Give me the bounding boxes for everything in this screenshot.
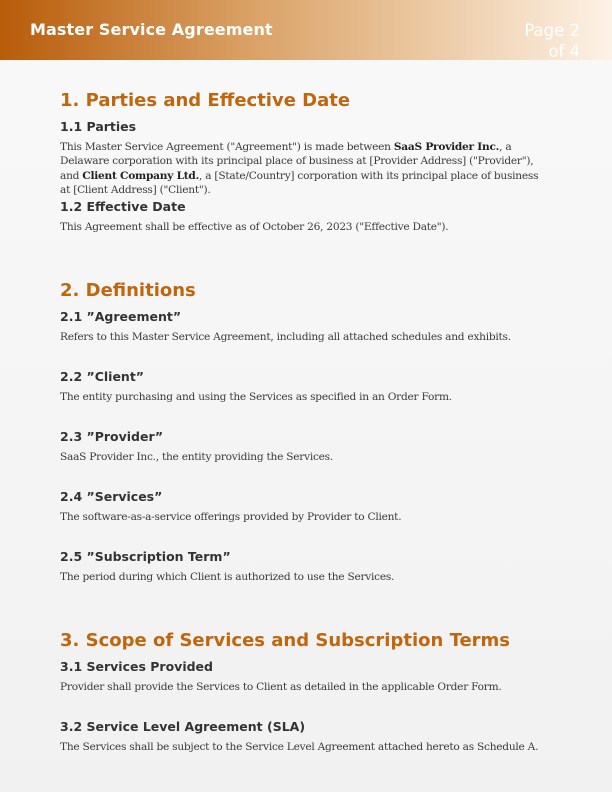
paragraph-parties bbox=[60, 140, 545, 197]
provider-name: SaaS Provider Inc. bbox=[393, 141, 500, 153]
paragraph-sla: The Services shall be subject to the Service Level Agreement attached hereto as Schedule A. bbox=[60, 741, 539, 753]
text-span: , a Delaware corporation with its principal place of business at [Provider Address] ("Provider"), and bbox=[60, 141, 534, 182]
section-title-definitions: 2. Definitions bbox=[60, 280, 196, 301]
section-title-scope: 3. Scope of Services and Subscription Terms bbox=[60, 630, 511, 651]
text-span: This Master Service Agreement ("Agreement") is made between bbox=[60, 141, 394, 153]
subsection-title-agreement: 2.1 ”Agreement” bbox=[60, 309, 182, 324]
paragraph-provider: SaaS Provider Inc., the entity providing the Services. bbox=[60, 451, 333, 463]
paragraph-agreement: Refers to this Master Service Agreement, including all attached schedules and exhibits. bbox=[60, 331, 511, 343]
page-number-line2: of 4 bbox=[548, 42, 580, 61]
paragraph-subscription-term: The period during which Client is authorized to use the Services. bbox=[60, 571, 395, 583]
subsection-title-effective-date: 1.2 Effective Date bbox=[60, 199, 186, 214]
section-title-parties: 1. Parties and Effective Date bbox=[60, 90, 351, 111]
subsection-title-provider: 2.3 ”Provider” bbox=[60, 429, 164, 444]
subsection-title-sla: 3.2 Service Level Agreement (SLA) bbox=[60, 719, 306, 734]
text-span: , a [State/Country] corporation with its principal place of business at [Client Address] ("Client"). bbox=[60, 169, 539, 196]
document-title: Master Service Agreement bbox=[30, 20, 273, 39]
subsection-title-subscription-term: 2.5 ”Subscription Term” bbox=[60, 549, 231, 564]
subsection-title-services: 2.4 ”Services” bbox=[60, 489, 163, 504]
subsection-title-services-provided: 3.1 Services Provided bbox=[60, 659, 213, 674]
paragraph-effective-date: This Agreement shall be effective as of October 26, 2023 ("Effective Date"). bbox=[60, 221, 449, 233]
subsection-title-parties: 1.1 Parties bbox=[60, 119, 137, 134]
client-name: Client Company Ltd. bbox=[82, 169, 200, 182]
paragraph-client: The entity purchasing and using the Services as specified in an Order Form. bbox=[60, 391, 452, 403]
paragraph-services: The software-as-a-service offerings provided by Provider to Client. bbox=[60, 511, 402, 523]
page-header bbox=[0, 0, 612, 60]
page-number bbox=[500, 20, 580, 62]
subsection-title-client: 2.2 ”Client” bbox=[60, 369, 145, 384]
page-number-line1: Page 2 bbox=[524, 21, 580, 40]
paragraph-services-provided: Provider shall provide the Services to Client as detailed in the applicable Order Form. bbox=[60, 681, 502, 693]
